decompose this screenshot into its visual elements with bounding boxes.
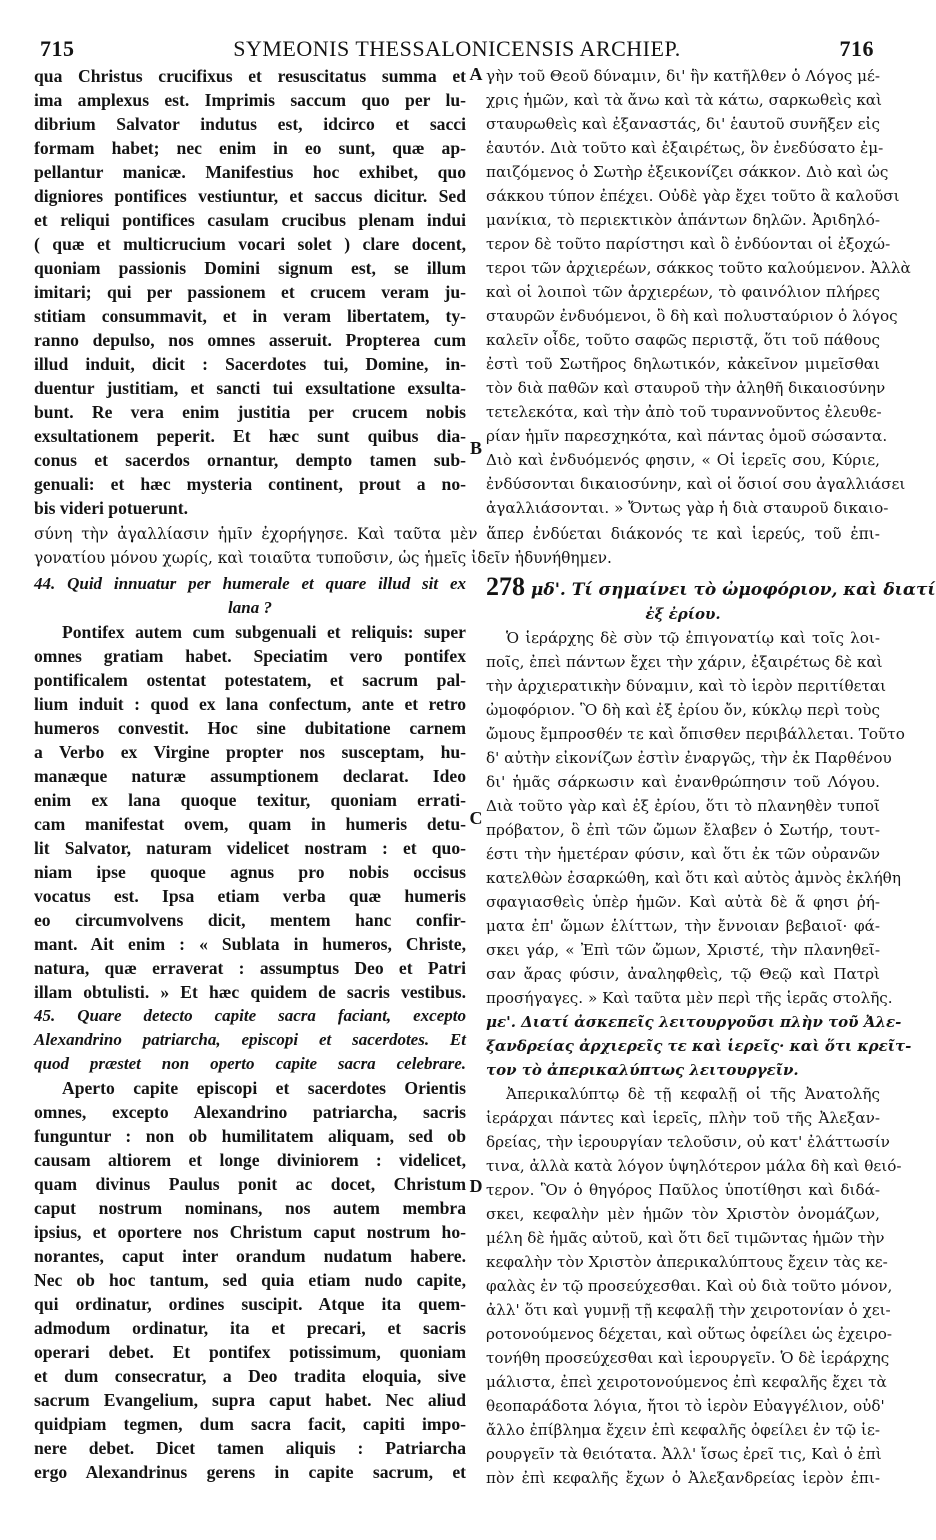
text-line: Aperto capite episcopi et sacerdotes Orientis (62, 1078, 466, 1098)
text-line: omnes gratiam habet. Speciatim vero pontifex (34, 646, 466, 666)
text-line: pellantur manicæ. Manifestius hoc exhibet, quo (34, 162, 466, 182)
text-line: admodum ordinatur, ita et precari, et sacris (34, 1318, 466, 1338)
text-line: τονήθη προσεύχεσθαι καὶ ἱερουργεῖν. Ὁ δὲ ἱεράρχης (486, 1349, 890, 1367)
text-line: τὸν διὰ παθῶν καὶ σταυροῦ τὴν ἀληθῆ δικαιοσύνην (486, 379, 886, 397)
text-line: τετελεκότα, καὶ τὴν ἀπὸ τοῦ τυραννοῦντος ἐλευθε- (486, 403, 882, 421)
text-line: κεφαλὴν τὸν Χριστὸν ἀπερικαλύπτους ἔχειν τὰς κε- (486, 1253, 888, 1271)
text-line: quoniam passionis Domini signum est, se illum (34, 258, 466, 278)
text-line: προσήγαγες. » Καὶ ταῦτα μὲν περὶ τῆς ἱερᾶς στολῆς. (486, 989, 893, 1007)
text-line: operari debet. Et pontifex potissimum, quoniam (34, 1342, 466, 1362)
text-line: causam altiorem et longe diviniorem : videlicet, (34, 1150, 466, 1170)
page-number-right: 716 (839, 36, 874, 61)
text-line: niam ipse quoque agnus pro nobis occisus (34, 862, 466, 882)
section-45-title: quod præstet non operto capite sacra celebrare. (34, 1054, 466, 1073)
text-line: καὶ οἱ λοιποὶ τῶν ἀρχιερέων, τὸ φαινόλιον πλήρες (486, 283, 880, 301)
text-line: φαλὰς ἐν τῷ προσεύχεσθαι. Καὶ οὐ διὰ τοῦτο μόνον, (486, 1277, 893, 1295)
text-line: lit Salvator, naturam videlicet nostram : et quo- (34, 838, 466, 858)
text-line: ὤμους ἔμπροσθέν τε καὶ ὄπισθεν περιβάλλεται. Τοῦτο (486, 725, 905, 743)
text-line: lium induit : quod ex lana confectum, ante et retro (34, 694, 466, 714)
text-line: norantes, caput inter orandum nudatum habere. (34, 1246, 466, 1266)
margin-letter-d: D (469, 1176, 483, 1196)
text-line: enim ex lana quoque texitur, quoniam errati- (34, 790, 466, 810)
text-line: τερον δὲ τοῦτο παρίστησι καὶ ὃ ἐνδύονται οἱ ἐξοχώ- (486, 235, 891, 253)
text-line: ἀλλ' ὅτι καὶ γυμνῇ τῇ κεφαλῇ τὴν χειροτονίαν ὁ χει- (486, 1301, 891, 1319)
section-45-title-greek: τον τὸ ἀπερικαλύπτως λειτουργεῖν. (486, 1061, 799, 1079)
section-45-title-greek: ξανδρείας ἀρχιερεῖς τε καὶ ἱερεῖς· καὶ ὅτι κρεῖτ- (486, 1037, 912, 1055)
text-line: dibrium Salvator indutus est, idcirco et sacci (34, 114, 466, 134)
text-line: sacrum Evangelium, supra caput habet. Nec aliud (34, 1390, 466, 1410)
text-line: δρείας, τὴν ἱερουργίαν τελοῦσιν, οὐ κατ' ἐλάττωσίν (486, 1133, 890, 1151)
text-line: δ' αὐτὴν εἰκονίζων ἐστὶν ἐναργῶς, τὴν ἐκ Παρθένου (486, 749, 892, 767)
text-line: funguntur : non ob humilitatem aliquam, sed ob (34, 1126, 466, 1146)
text-line: digniores pontifices vestiuntur, et saccus dicitur. Sed (34, 186, 466, 206)
latin-column-bottom (34, 572, 466, 1484)
text-line: vocatus est. Ipsa etiam verba quæ humeris (34, 886, 466, 906)
section-44-title: lana ? (228, 598, 272, 617)
text-line: conus et sacerdos ornantur, dempto tamen sub- (34, 450, 466, 470)
section-45-title: 45. Quare detecto capite sacra faciant, excepto (34, 1006, 466, 1025)
text-line: γὴν τοῦ Θεοῦ δύναμιν, δι' ἣν κατῆλθεν ὁ Λόγος μέ- (486, 67, 880, 85)
text-line: bunt. Re vera enim justitia per crucem nobis (34, 402, 466, 422)
text-line: κατελθὼν ἐσαρκώθη, καὶ ὅτι καὶ αὐτὸς ἀμνὸς ἐκλήθη (486, 869, 901, 887)
text-line: σταυρῶν ἐνδυόμενοι, ὃ δὴ καὶ πολυσταύριον ὁ λόγος (486, 307, 898, 325)
full-width-continuation (34, 522, 880, 570)
text-line: ἑαυτόν. Διὰ τοῦτο καὶ ἐξαιρέτως, ὃν ἐνεδύσατο ἐμ- (486, 139, 884, 157)
text-line: σκει γάρ, « Ἐπὶ τῶν ὤμων, Χριστέ, τὴν πλανηθεῖ- (486, 941, 880, 959)
text-line: ergo Alexandrinus gerens in capite sacrum, et (34, 1462, 466, 1482)
text-line: ποῖς, ἐπεὶ πάντων ἔχει τὴν χάριν, ἐξαιρέτως δὲ καὶ (486, 653, 883, 671)
text-line: qui ordinatur, ordines suscipit. Atque ita quem- (34, 1294, 466, 1314)
text-line: mant. Ait enim : « Sublata in humeros, Christe, (34, 934, 466, 954)
text-line: imitari; qui per passionem et crucem veram ju- (34, 282, 466, 302)
margin-letter-b: B (469, 438, 482, 458)
text-line: ρίαν ἡμῖν παρεσχηκότα, καὶ πάντας ὁμοῦ σώσαντα. (486, 427, 888, 445)
running-title: SYMEONIS THESSALONICENSIS ARCHIEP. (233, 36, 681, 61)
text-line: ρουργεῖν τὰ θειότατα. Ἀλλ' ἴσως ἐρεῖ τις, Καὶ ὁ ἐπὶ (486, 1445, 882, 1463)
text-line: πὸν ἐπὶ κεφαλῆς ἔχων ὁ Ἀλεξανδρείας ἱερὸν ἐπι- (486, 1469, 880, 1487)
text-line: eo circumvolvens dicit, mentem hanc confir- (34, 910, 466, 930)
text-line: quam divinus Paulus ponit ac docet, Christum (34, 1174, 466, 1194)
text-line: ἐστὶ τοῦ Σωτῆρος δηλωτικόν, κἀκεῖνον μιμεῖσθαι (486, 355, 880, 373)
text-line: genuali: et hæc mysteria continent, prout a no- (34, 474, 466, 494)
text-line: duentur justitiam, et sancti tui exsultatione exsulta- (34, 378, 466, 398)
text-line: Ὁ ἱεράρχης δὲ σὺν τῷ ἐπιγονατίῳ καὶ τοῖς λοι- (506, 629, 880, 647)
text-line: ἀγαλλιάσονται. » Ὄντως γὰρ ἡ διὰ σταυροῦ δικαιο- (486, 499, 889, 517)
page-number-left: 715 (40, 36, 75, 61)
margin-letter-c: C (469, 808, 483, 828)
text-line: σφαγιασθεὶς ὑπὲρ ἡμῶν. Καὶ αὐτὰ δὲ ἅ φησι ῥή- (486, 893, 880, 911)
running-header (40, 36, 874, 62)
text-line: μάλιστα, ἐπεὶ χειροτονούμενος ἐπὶ κεφαλῆς ἔχει τὰ (486, 1373, 887, 1391)
text-line: ματα ἐπ' ὤμων ἑλίττων, τὴν ἔννοιαν βεβαιοῖ· φά- (486, 917, 880, 935)
text-line: omnes, excepto Alexandrino patriarcha, sacris (34, 1102, 466, 1122)
text-line: έστι τὴν ἡμετέραν φύσιν, καὶ ὅτι ἐκ τῶν οὐρανῶν (486, 845, 880, 863)
text-line: ima amplexus est. Imprimis saccum quo per lu- (34, 90, 466, 110)
text-line: ὠμοφόριον. Ὃ δὴ καὶ ἐξ ἐρίου ὄν, κύκλῳ περὶ τοὺς (486, 701, 880, 719)
text-line: Nec ob hoc tantum, sed quia etiam nudo capite, (34, 1270, 466, 1290)
text-line: χρις ἡμῶν, καὶ τὰ ἄνω καὶ τὰ κάτω, σαρκωθεὶς καὶ (486, 91, 883, 109)
text-line: σαν ἄρας φύσιν, ἀναληφθεὶς, τῷ Θεῷ καὶ Πατρὶ (486, 965, 880, 983)
text-line: cam manifestat ovem, quam in humeris detu- (34, 814, 466, 834)
text-line: τερον. Ὃν ὁ θηγόρος Παῦλος ὑποτίθησι καὶ διδά- (486, 1181, 880, 1199)
greek-column-bottom (486, 572, 936, 1490)
text-line: τινα, ἀλλὰ κατὰ λόγον ὑψηλότερον μάλα δὴ καὶ θειό- (486, 1157, 902, 1175)
text-line: ροτονούμενος δέχεται, καὶ οὕτως ὀφείλει ὡς ἐχειρο- (486, 1325, 893, 1343)
text-line: illam obtulisti. » Et hæc quidem de sacris vestibus. (34, 982, 466, 1002)
text-line: Διὸ καὶ ἐνδυόμενός φησιν, « Οἱ ἱερεῖς σου, Κύριε, (486, 451, 880, 469)
section-45-title: Alexandrino patriarcha, episcopi et sacerdotes. Et (34, 1030, 466, 1049)
text-line: ἐνδύσονται δικαιοσύνην, καὶ οἱ ὅσιοί σου ἀγαλλιάσει (486, 475, 906, 493)
latin-column-top (34, 64, 466, 520)
text-line: Pontifex autem cum subgenuali et reliquis: super (62, 622, 466, 642)
text-line: σάκκου τύπον ἐπέχει. Οὐδὲ γὰρ ἔχει τοῦτο ἃ καλοῦσι (486, 187, 900, 205)
text-line: ( quæ et multicrucium vocari solet ) clare docent, (34, 234, 466, 254)
greek-column-top (486, 64, 911, 520)
margin-letter-a: A (469, 64, 483, 84)
text-line: παιζόμενος ὁ Σωτὴρ ἐξεικονίζει σάκκον. Διὸ καὶ ὡς (486, 163, 889, 181)
text-line: ἄλλο ἐπίβλημα ἔχειν ἐπὶ κεφαλῆς ὀφείλει ἐν τῷ ἱε- (486, 1421, 880, 1439)
text-line: τεροι τῶν ἀρχιερέων, σάκκος τοῦτο καλούμενον. Ἀλλὰ (486, 259, 911, 277)
text-line: exsultationem peperit. Et hæc sunt quibus dia- (34, 426, 466, 446)
text-line: πρόβατον, ὃ ἐπὶ τῶν ὤμων ἔλαβεν ὁ Σωτήρ, τουτ- (486, 821, 880, 839)
text-line: γονατίου μόνου χωρίς, καὶ τοιαῦτα τυποῦσιν, ὡς ἡμεῖς ἰδεῖν ἠδυνήθημεν. (34, 549, 612, 567)
text-line: natura, quæ erraverat : assumptus Deo et Patri (34, 958, 466, 978)
text-line: καλεῖν οἶδε, τοῦτο σαφῶς περιστᾷ, ὅτι τοῦ πάθους (486, 331, 880, 349)
text-line: bis videri potuerunt. (34, 498, 188, 518)
text-line: σκει, κεφαλὴν μὲν ἡμῶν τὸν Χριστὸν ὀνομάζων, (486, 1205, 880, 1223)
text-line: stitiam consummavit, et in veram libertatem, ty- (34, 306, 466, 326)
text-line: pontificalem ostentat potestatem, et sacrum pal- (34, 670, 466, 690)
text-line: ranno depulso, nos omnes asseruit. Propterea cum (34, 330, 466, 350)
text-line: δι' ἡμᾶς σάρκωσιν καὶ ἐνανθρώπησιν τοῦ Λόγου. (486, 773, 880, 791)
text-line: illud induit, dicit : Sacerdotes tui, Domine, in- (34, 354, 466, 374)
text-line: nere debet. Dicet tamen aliquis : Patriarcha (34, 1438, 466, 1458)
text-line: σταυρωθεὶς καὶ ἐξαναστάς, δι' ἑαυτοῦ συνῆξεν εἰς (486, 115, 880, 133)
text-line: Διὰ τοῦτο γὰρ καὶ ἐξ ἐρίου, ὅτι τὸ πλανηθὲν τυποῖ (486, 797, 880, 815)
text-line: μέλη δὲ ἡμᾶς αὐτοῦ, καὶ ὅτι δεῖ τιμῶντας ἡμῶν τὴν (486, 1229, 885, 1247)
text-line: et dum consecratur, a Deo tradita eloquia, sive (34, 1366, 466, 1386)
section-44-title: 44. Quid innuatur per humerale et quare illud sit ex (34, 574, 466, 593)
text-line: et reliqui pontifices casulam crucibus plenam indui (34, 210, 466, 230)
text-line: a Verbo ex Virgine propter nos susceptam, hu- (34, 742, 466, 762)
text-line: humeros convestit. Hoc sine dubitatione carnem (34, 718, 466, 738)
text-line: σύνη τὴν ἀγαλλίασιν ἡμῖν ἐχορήγησε. Καὶ ταῦτα μὲν ἅπερ ἐνδύεται διάκονός τε καὶ ἱερεύς, τοῦ ἐπι- (34, 525, 880, 543)
text-line: ipsius, et oportere nos Christum caput nostrum ho- (34, 1222, 466, 1242)
text-line: τὴν ἀρχιερατικὴν δύναμιν, καὶ τὸ ἱερὸν περιτίθεται (486, 677, 887, 695)
text-line: quidpiam tegmen, dum sacra facit, capiti impo- (34, 1414, 466, 1434)
section-44-title-text: μδ'. Τί σημαίνει τὸ ὠμοφόριον, καὶ διατί (530, 580, 936, 600)
column-number: 278 (486, 572, 525, 601)
section-45-title-greek: με'. Διατί ἀσκεπεῖς λειτουργοῦσι πλὴν τοῦ Ἀλε- (486, 1013, 902, 1031)
text-line: ἱεράρχαι πάντες καὶ ἱερεῖς, πλὴν τοῦ τῆς Ἀλεξαν- (486, 1109, 880, 1127)
text-line: qua Christus crucifixus et resuscitatus summa et (34, 66, 466, 86)
text-line: caput nostrum nominans, nos autem membra (34, 1198, 466, 1218)
text-line: manæque naturæ assumptionem declarat. Ideo (34, 766, 466, 786)
text-line: θεοπαράδοτα λόγια, ἤτοι τὸ ἱερὸν Εὐαγγέλιον, οὐδ' (486, 1397, 885, 1415)
text-line: Ἀπερικαλύπτῳ δὲ τῇ κεφαλῇ οἱ τῆς Ἀνατολῆς (506, 1085, 880, 1103)
section-44-title-greek: ἐξ ἐρίου. (645, 605, 721, 623)
text-line: formam habet; nec enim in eo sunt, quæ ap- (34, 138, 466, 158)
section-44-title-greek (486, 572, 936, 602)
text-line: μανίκια, τὸ περιεκτικὸν ἁπάντων δηλῶν. Ἀριδηλό- (486, 211, 880, 229)
